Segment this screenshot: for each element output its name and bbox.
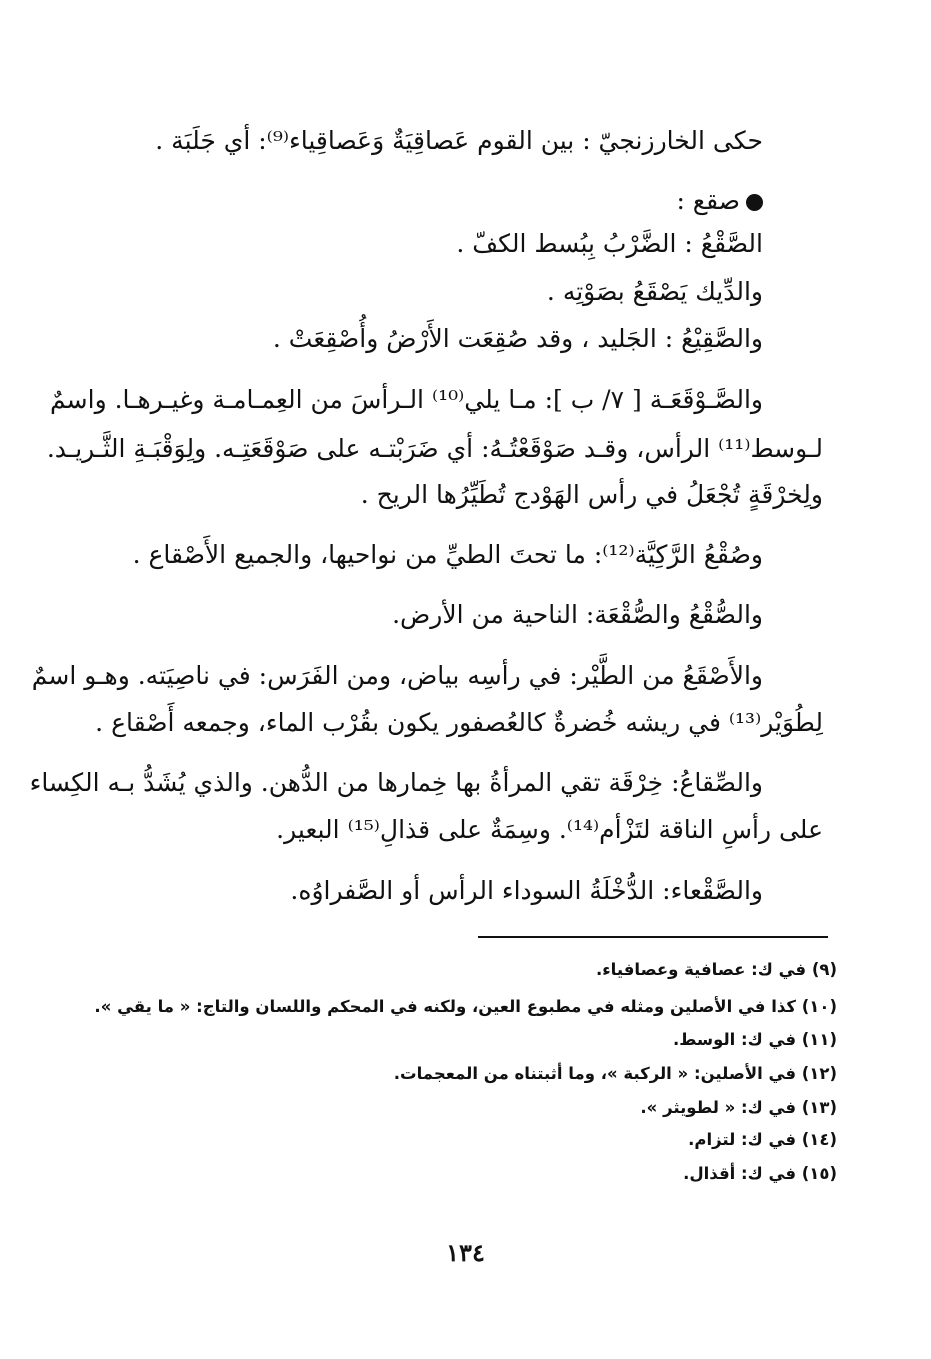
bullet-icon <box>746 194 763 211</box>
text-line: والدِّيك يَصْقَعُ بصَوْتِه . <box>546 277 763 306</box>
text-line: والصِّقاعُ: خِرْقَة تقي المرأةُ بها خِمارها من الدُّهن. والذي يُشَدُّ بـه الكِساء <box>29 768 763 797</box>
text-line: لِطُوَيْر⁽¹³⁾ في ريشه خُضرةٌ كالعُصفور يكون بقُرْب الماء، وجمعه أَصْقاع . <box>95 708 823 737</box>
text-line: والصَّـوْقَعَـة [ ٧/ ب ]: مـا يلي⁽¹⁰⁾ الـرأسَ من العِمـامـة وغيـرهـا. واسمٌ <box>50 385 763 414</box>
footnote: (١٥) في ك: أقذال. <box>683 1164 837 1183</box>
text-line: حكى الخارزنجيّ : بين القوم عَصاقِيَةٌ وَعَصاقِياء⁽⁹⁾: أي جَلَبَة . <box>155 126 763 155</box>
footnote: (١١) في ك: الوسط. <box>672 1030 837 1049</box>
text-line: وصُقْعُ الرَّكِيَّة⁽¹²⁾: ما تحتَ الطيِّ من نواحيها، والجميع الأَصْقاع . <box>132 540 763 569</box>
text-line: لـوسط⁽¹¹⁾ الرأس، وقـد صَوْقَعْتُـهُ: أي ضَرَبْتـه على صَوْقَعَتِـه. ولِوَقْبَـةِ الثَّـريـد. <box>46 434 823 463</box>
text-line: والصَّقِيْعُ : الجَليد ، وقد صُقِعَت الأَرْضُ وأُصْقِعَتْ . <box>272 324 763 353</box>
footnote: (١٣) في ك: « لطويثر ». <box>640 1098 837 1117</box>
entry-heading-text: صقع : <box>676 186 740 215</box>
footnote: (١٠) كذا في الأصلين ومثله في مطبوع العين، ولكنه في المحكم واللسان والتاج: « ما يقي ». <box>94 997 837 1016</box>
entry-heading <box>676 184 763 218</box>
footnote: (٩) في ك: عصافية وعصافياء. <box>595 960 837 979</box>
text-line: والأَصْقَعُ من الطَّيْر: في رأسِه بياض، ومن الفَرَس: في ناصِيَته. وهـو اسمٌ <box>31 661 763 690</box>
footnote: (١٢) في الأصلين: « الركبة »، وما أثبتناه من المعجمات. <box>393 1064 837 1083</box>
text-line: والصَّقْعاء: الدُّخْلَةُ السوداء الرأس أو الصَّفراوُه. <box>290 876 763 905</box>
text-line: ولِخرْقَةٍ تُجْعَلُ في رأس الهَوْدج تُطَيِّرُها الريح . <box>360 480 823 509</box>
text-line: على رأسِ الناقة لتَزْأم⁽¹⁴⁾. وسِمَةٌ على قذالِ⁽¹⁵⁾ البعير. <box>276 815 823 844</box>
text-line: والصُّقْعُ والصُّقْعَة: الناحية من الأرض. <box>392 600 763 629</box>
text-line: الصَّقْعُ : الضَّرْبُ بِبُسط الكفّ . <box>456 229 763 258</box>
footnote-separator <box>478 936 828 938</box>
page-number: ١٣٤ <box>446 1238 485 1267</box>
footnote: (١٤) في ك: لتزام. <box>688 1130 837 1149</box>
